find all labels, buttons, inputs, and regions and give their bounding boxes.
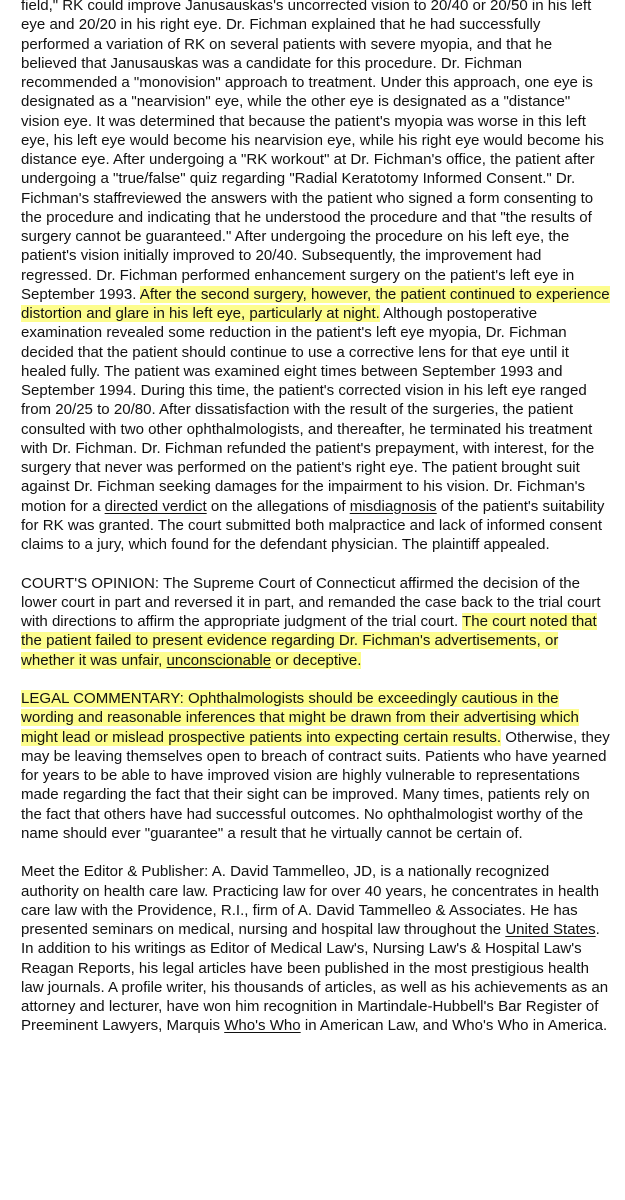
link-whos-who[interactable]: Who's Who — [224, 1017, 301, 1035]
paragraph-meet-the-editor — [21, 862, 611, 1035]
text-run: Although postoperative examination revealed some reduction in the patient's left eye myopia, Dr. Fichman decided that the patient should continue to use a corrective lens for that eye until it healed fully. The patient was examined eight times between September 1993 and September 1994. During this time, the patient's corrected vision in his left eye ranged from 20/25 to 20/80. After dissatisfaction with the result of the surgeries, the patient consulted with two other ophthalmologists, and thereafter, he terminated his treatment with Dr. Fichman. Dr. Fichman refunded the patient's prepayment, with interest, for the surgery that never was performed on the patient's right eye. The patient brought suit against Dr. Fichman seeking damages for the impairment to his vision. Dr. Fichman's motion for a — [21, 305, 595, 515]
text-run: on the allegations of — [206, 497, 350, 515]
text-run: COURT'S OPINION: The Supreme Court of Connecticut affirmed the decision of the lower court in part and reversed it in part, and remanded the case back to the trial court with directions to affirm the appropriate judgment of the trial court. — [21, 574, 601, 630]
link-misdiagnosis[interactable]: misdiagnosis — [349, 497, 437, 515]
text-run: . In addition to his writings as Editor of Medical Law's, Nursing Law's & Hospital Law's Reagan Reports, his legal articles have been published in the most prestigious health law journals. A profile writer, his thousands of articles, as well as his achievements as an attorney and lecturer, have won him recognition in Martindale-Hubbell's Bar Register of Preeminent Lawyers, Marquis — [21, 921, 609, 1035]
text-run: Meet the Editor & Publisher: A. David Tammelleo, JD, is a nationally recognized authority on health care law. Practicing law for over 40 years, he concentrates in health care law with the Providence, R.I., firm of A. David Tammelleo & Associates. He has presented seminars on medical, nursing and hospital law throughout the — [21, 863, 599, 938]
highlighted-text: or deceptive. — [271, 651, 362, 669]
link-unconscionable[interactable]: unconscionable — [166, 651, 272, 669]
paragraph-case-facts — [21, 0, 611, 554]
paragraph-legal-commentary — [21, 689, 611, 843]
link-united-states[interactable]: United States — [505, 921, 596, 938]
highlighted-text: LEGAL COMMENTARY: Ophthalmologists should be exceedingly cautious in the wording and reasonable inferences that might be drawn from their advertising which might lead or mislead prospective patients into expecting certain results. — [21, 690, 579, 746]
highlighted-text: After the second surgery, however, the patient continued to experience distortion and glare in his left eye, particularly at night. — [21, 285, 610, 322]
text-run: Otherwise, they may be leaving themselves open to breach of contract suits. Patients who have yearned for years to be able to have improved vision are highly vulnerable to representations made regarding the fact that their sight can be improved. Many times, patients rely on the fact that others have had successful outcomes. No ophthalmologist worthy of the name should ever "guarantee" a result that he virtually cannot be certain of. — [21, 728, 610, 842]
text-run: of the patient's suitability for RK was granted. The court submitted both malpractice and lack of informed consent claims to a jury, which found for the defendant physician. The plaintiff appealed. — [21, 497, 605, 553]
paragraph-courts-opinion — [21, 574, 611, 670]
highlighted-text: The court noted that the patient failed to present evidence regarding Dr. Fichman's advertisements, or whether it was unfair, — [21, 613, 597, 669]
text-run: field," RK could improve Janusauskas's uncorrected vision to 20/40 or 20/50 in his left eye and 20/20 in his right eye. Dr. Fichman explained that he had successfully performed a variation of RK on several patients with severe myopia, and that he believed that Janusauskas was a candidate for this procedure. Dr. Fichman recommended a "monovision" approach to treatment. Under this approach, one eye is designated as a "nearvision" eye, while the other eye is designated as a "distance" vision eye. It was determined that because the patient's myopia was worse in this left eye, his left eye would become his nearvision eye, while his right eye would become his distance eye. After undergoing a "RK workout" at Dr. Fichman's office, the patient after undergoing a "true/false" quiz regarding "Radial Keratotomy Informed Consent." Dr. Fichman's staffreviewed the answers with the patient who signed a form consenting to the procedure and indicating that he understood the procedure and that "the results of surgery cannot be guaranteed." After undergoing the procedure on his left eye, the patient's vision initially improved to 20/40. Subsequently, the improvement had regressed. Dr. Fichman performed enhancement surgery on the patient's left eye in September 1993. — [21, 0, 604, 303]
text-run: in American Law, and Who's Who in America. — [300, 1017, 608, 1035]
link-directed-verdict[interactable]: directed verdict — [104, 497, 207, 515]
